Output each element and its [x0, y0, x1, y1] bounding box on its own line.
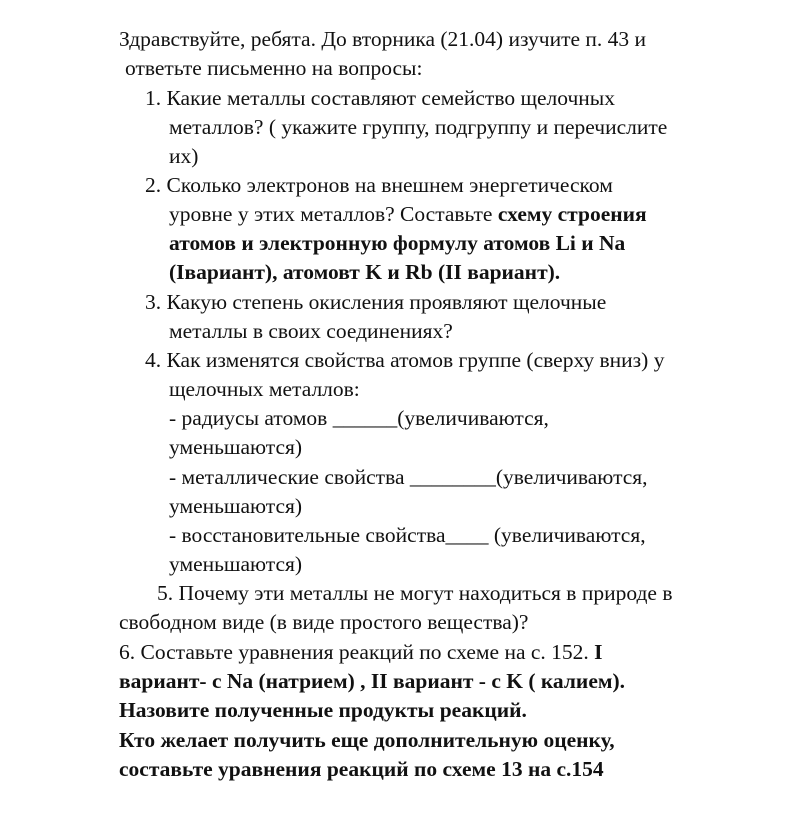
question-1-line-3: их) — [169, 144, 199, 168]
extra-credit-line-1: Кто желает получить еще дополнительную оценку, — [119, 728, 615, 752]
question-2-line-2 — [169, 200, 647, 229]
question-2-line-1: 2. Сколько электронов на внешнем энергетическом — [145, 173, 613, 197]
question-4-item-1-line-1: - радиусы атомов ______(увеличиваются, — [169, 406, 549, 430]
question-6-line-1 — [119, 638, 603, 667]
question-5-line-1: 5. Почему эти металлы не могут находиться в природе в — [157, 581, 673, 605]
question-4-line-2: щелочных металлов: — [169, 377, 360, 401]
question-1-line-1: 1. Какие металлы составляют семейство щелочных — [145, 86, 615, 110]
question-4-item-1-line-2: уменьшаются) — [169, 435, 303, 459]
question-2-line-2-plain: уровне у этих металлов? Составьте — [169, 202, 498, 226]
question-5-line-2: свободном виде (в виде простого вещества)? — [119, 610, 529, 634]
question-6-line-1-plain: 6. Составьте уравнения реакций по схеме на с. 152. — [119, 640, 595, 664]
question-2-line-4: (Iвариант), атомовт K и Rb (II вариант). — [169, 260, 561, 284]
extra-credit-line-2: составьте уравнения реакций по схеме 13 на с.154 — [119, 757, 604, 781]
question-3-line-1: 3. Какую степень окисления проявляют щелочные — [145, 290, 607, 314]
question-1-line-2: металлов? ( укажите группу, подгруппу и перечислите — [169, 115, 668, 139]
question-4-line-1: 4. Как изменятся свойства атомов группе (сверху вниз) у — [145, 348, 665, 372]
question-4-item-2-line-1: - металлические свойства ________(увеличиваются, — [169, 465, 648, 489]
question-3-line-2: металлы в своих соединениях? — [169, 319, 453, 343]
question-6-line-1-bold: I — [594, 640, 603, 664]
question-2-line-3: атомов и электронную формулу атомов Li и Na — [169, 231, 626, 255]
question-6-line-3: Назовите полученные продукты реакций. — [119, 698, 527, 722]
question-4-item-2-line-2: уменьшаются) — [169, 494, 303, 518]
intro-line-2: ответьте письменно на вопросы: — [125, 56, 423, 80]
intro-line-1: Здравствуйте, ребята. До вторника (21.04) изучите п. 43 и — [119, 27, 647, 51]
question-4-item-3-line-2: уменьшаются) — [169, 552, 303, 576]
question-4-item-3-line-1: - восстановительные свойства____ (увеличиваются, — [169, 523, 646, 547]
question-6-line-2: вариант- с Na (натрием) , II вариант - с K ( калием). — [119, 669, 626, 693]
question-2-line-2-bold: схему строения — [497, 202, 647, 226]
